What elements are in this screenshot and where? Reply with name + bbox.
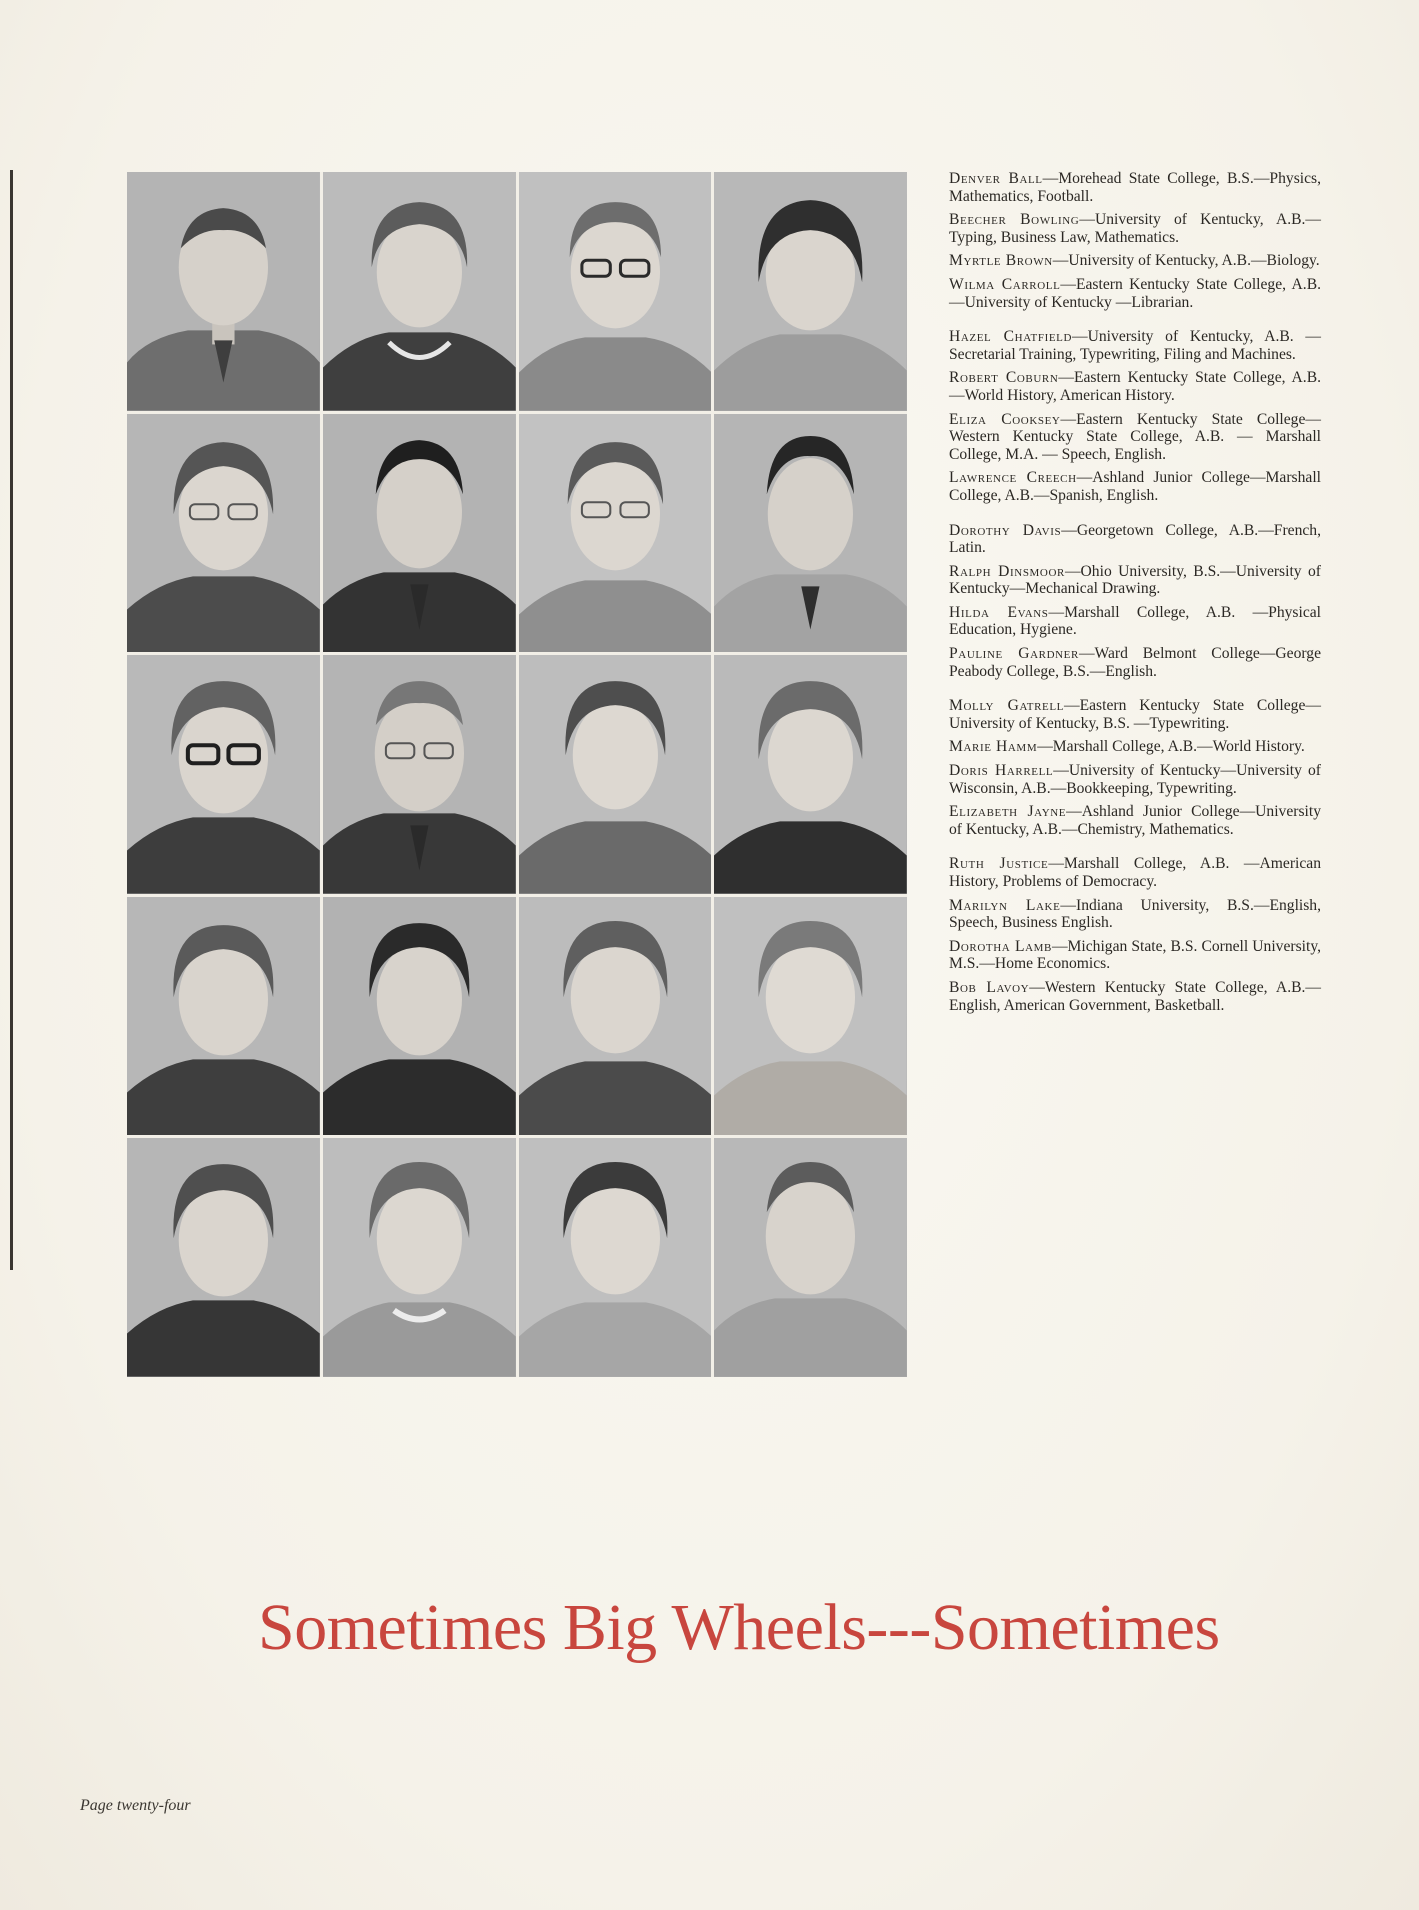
portrait-photo [127,897,320,1136]
bio-name: Bob Lavoy [949,978,1030,996]
portrait-photo [323,414,516,653]
bio-entry [949,369,1321,404]
portrait-photo [714,414,907,653]
bio-name: Dorotha Lamb [949,937,1052,955]
portrait-photo [323,655,516,894]
bio-details: —Marshall College, A.B.—World History. [1037,738,1305,756]
bio-details: —Eastern Kentucky State College, A.B.—University of Kentucky —Librarian. [949,275,1321,311]
portrait-photo [519,172,712,411]
portrait-photo [323,1138,516,1377]
bio-entry [949,563,1321,598]
bio-name: Hilda Evans [949,603,1049,621]
bio-entry [949,738,1321,756]
bio-name: Marilyn Lake [949,896,1061,914]
bio-entry [949,252,1321,270]
portrait-photo [714,897,907,1136]
bio-entry [949,645,1321,680]
bio-entry [949,411,1321,464]
portrait-photo [519,897,712,1136]
bio-name: Pauline Gardner [949,645,1079,663]
bio-name: Lawrence Creech [949,469,1077,487]
bio-entry [949,897,1321,932]
section-headline: Sometimes Big Wheels---Sometimes [258,1591,1220,1664]
bio-entry [949,604,1321,639]
portrait-photo [127,655,320,894]
bio-name: Molly Gatrell [949,697,1065,715]
bio-details: —Morehead State College, B.S.—Physics, Mathematics, Football. [949,170,1321,205]
bio-entry [949,855,1321,890]
bio-entry [949,170,1321,205]
bio-details: —Western Kentucky State College, A.B.—English, American Government, Basketball. [949,978,1321,1014]
bio-entry [949,211,1321,246]
bio-details: —Ohio University, B.S.—University of Kentucky—Mechanical Drawing. [949,562,1322,598]
bio-entry [949,762,1321,797]
bio-details: —Eastern Kentucky State College—Western Kentucky State College, A.B. — Marshall College, M.A. — Speech, English. [949,410,1321,463]
bio-name: Doris Harrell [949,762,1054,780]
bio-name: Marie Hamm [949,738,1038,756]
bio-name: Dorothy Davis [949,521,1062,539]
binding-edge [10,170,13,1270]
bio-name: Robert Coburn [949,369,1059,387]
bio-name: Elizabeth Jayne [949,803,1067,821]
bio-details: —Ashland Junior College—Marshall College, A.B.—Spanish, English. [949,469,1321,504]
bio-details: —Ward Belmont College—George Peabody College, B.S.—English. [949,645,1321,680]
bio-details: —Eastern Kentucky State College—University of Kentucky, B.S. —Typewriting. [949,697,1321,732]
portrait-photo [714,172,907,411]
bio-entry [949,938,1321,973]
bio-entry [949,803,1321,838]
bio-entry [949,328,1321,363]
bio-details: —University of Kentucky—University of Wisconsin, A.B.—Bookkeeping, Typewriting. [949,762,1322,797]
portrait-photo [519,414,712,653]
portrait-photo [714,1138,907,1377]
bio-details: —Michigan State, B.S. Cornell University, M.S.—Home Economics. [949,937,1322,973]
faculty-photo-grid [127,172,907,1377]
bio-entry [949,522,1321,557]
portrait-photo [127,172,320,411]
bio-details: —Eastern Kentucky State College, A.B.—World History, American History. [949,369,1321,404]
bio-entry [949,697,1321,732]
bio-entry [949,276,1321,311]
bio-name: Ruth Justice [949,855,1049,873]
portrait-photo [127,414,320,653]
bio-details: —University of Kentucky, A.B.—Biology. [1052,252,1320,270]
portrait-photo [127,1138,320,1377]
faculty-bios [949,170,1321,1020]
portrait-photo [519,655,712,894]
bio-name: Wilma Carroll [949,275,1061,293]
bio-name: Denver Ball [949,170,1043,187]
bio-details: —University of Kentucky, A.B. — Secretarial Training, Typewriting, Filing and Machines. [949,328,1321,363]
page-number: Page twenty-four [80,1797,191,1814]
bio-name: Ralph Dinsmoor [949,562,1065,580]
bio-details: —Marshall College, A.B. —Physical Education, Hygiene. [949,603,1321,639]
bio-name: Myrtle Brown [949,252,1053,270]
bio-details: —Marshall College, A.B. —American History, Problems of Democracy. [949,855,1321,890]
bio-entry [949,469,1321,504]
bio-details: —Indiana University, B.S.—English, Speech, Business English. [949,896,1321,932]
portrait-photo [323,172,516,411]
bio-details: —Georgetown College, A.B.—French, Latin. [949,521,1322,557]
bio-name: Eliza Cooksey [949,410,1061,428]
portrait-photo [714,655,907,894]
bio-entry [949,979,1321,1014]
bio-details: —Ashland Junior College—University of Kentucky, A.B.—Chemistry, Mathematics. [949,803,1321,838]
bio-name: Beecher Bowling [949,211,1080,229]
bio-name: Hazel Chatfield [949,328,1073,346]
portrait-photo [323,897,516,1136]
bio-details: —University of Kentucky, A.B.—Typing, Business Law, Mathematics. [949,211,1322,246]
portrait-photo [519,1138,712,1377]
